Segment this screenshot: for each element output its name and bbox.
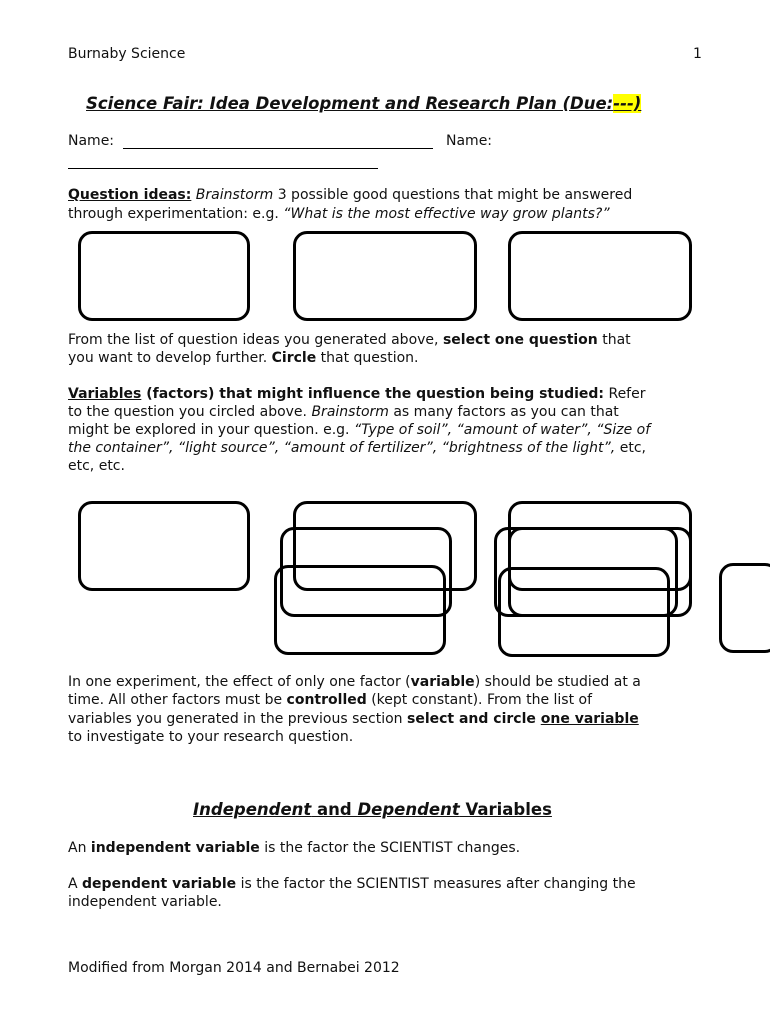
dependent-definition-line1: A dependent variable is the factor the SCIENTIST measures after changing the — [68, 876, 636, 892]
variable-box-9[interactable] — [719, 563, 770, 653]
question-idea-box-1[interactable] — [78, 231, 250, 321]
variables-heading: Variables — [68, 386, 142, 402]
variables-line3: might be explored in your question. e.g. “Type of soil”, “amount of water”, “Size of — [68, 422, 651, 438]
ind-dep-heading: Independent and Dependent Variables — [193, 800, 552, 819]
variable-box-1[interactable] — [78, 501, 250, 591]
variables-line2: to the question you circled above. Brainstorm as many factors as you can that — [68, 404, 619, 420]
dependent-definition-line2: independent variable. — [68, 894, 222, 910]
select-question-line2: you want to develop further. Circle that question. — [68, 350, 419, 366]
name-label-1: Name: — [68, 133, 115, 149]
question-ideas-heading: Question ideas: — [68, 187, 192, 203]
due-date-highlight: ---) — [613, 94, 642, 113]
variables-line5: etc, etc. — [68, 458, 125, 474]
footer: Modified from Morgan 2014 and Bernabei 2012 — [68, 960, 400, 976]
question-idea-box-3[interactable] — [508, 231, 692, 321]
question-ideas-line2: through experimentation: e.g. “What is the most effective way grow plants?” — [68, 206, 610, 222]
select-question-line1: From the list of question ideas you generated above, select one question that — [68, 332, 631, 348]
experiment-line3: variables you generated in the previous section select and circle one variable — [68, 711, 639, 727]
name-field-2[interactable] — [68, 168, 378, 169]
variable-box-4[interactable] — [274, 565, 446, 655]
page-number: 1 — [693, 46, 702, 62]
experiment-line1: In one experiment, the effect of only one factor (variable) should be studied at a — [68, 674, 641, 690]
variables-line1: Variables (factors) that might influence the question being studied: Refer — [68, 386, 646, 402]
name-field-1[interactable] — [123, 148, 433, 149]
experiment-line4: to investigate to your research question. — [68, 729, 354, 745]
experiment-line2: time. All other factors must be controlled (kept constant). From the list of — [68, 692, 593, 708]
header-left: Burnaby Science — [68, 46, 186, 62]
page-title — [86, 94, 641, 113]
question-ideas-line1: Question ideas: Brainstorm 3 possible good questions that might be answered — [68, 187, 633, 203]
name-label-2: Name: — [446, 133, 493, 149]
title-main: Science Fair: Idea Development and Research Plan (Due: — [86, 94, 614, 113]
independent-definition: An independent variable is the factor the SCIENTIST changes. — [68, 840, 521, 856]
variables-line4: the container”, “light source”, “amount of fertilizer”, “brightness of the light”, etc, — [68, 440, 646, 456]
variable-box-8[interactable] — [498, 567, 670, 657]
question-idea-box-2[interactable] — [293, 231, 477, 321]
